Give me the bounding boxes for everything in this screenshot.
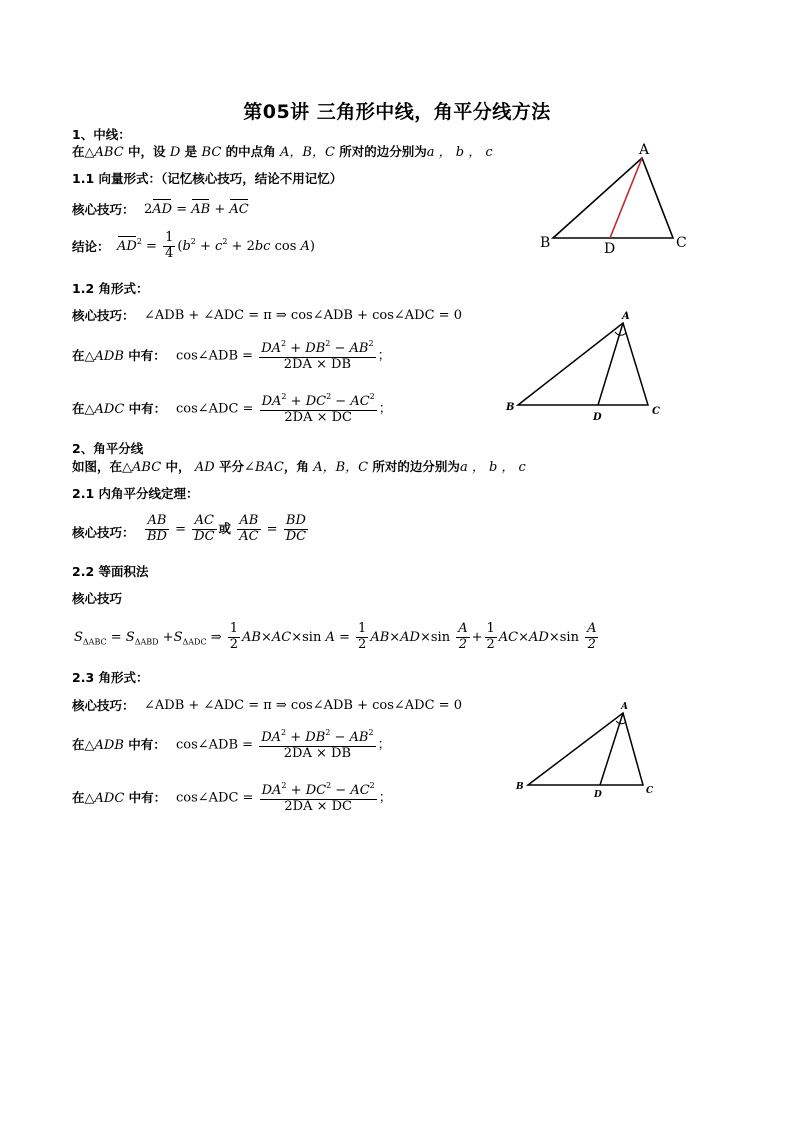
section-2-heading: 2、角平分线: [72, 441, 144, 456]
core-label-2-1: 核心技巧：: [72, 525, 135, 540]
vertex-label-c-2: C: [646, 786, 654, 796]
subsection-2-2-title: 2.2 等面积法: [72, 564, 149, 579]
conclusion-formula: $AD^2$ = $\frac{1}{4}$ ($b^2 + c^2 + 2bc$ cos A): [117, 230, 315, 261]
cosine-adb-formula-1: cos∠ADB = $\frac{DA^2 + DB^2 - AB^2}{2DA \times DB}$ ；: [176, 339, 391, 372]
angle-sum-equation-1: ∠ADB + ∠ADC = π ⇒ cos∠ADB + cos∠ADC = 0: [144, 308, 462, 323]
core-label-2-3: 核心技巧：: [72, 698, 135, 713]
vertex-label-a-2: A: [621, 702, 628, 712]
section-2-intro: 如图，在△ABC 中， AD 平分∠BAC，角 A，B，C 所对的边分别为a ， b ， c: [72, 459, 526, 475]
subsection-2-1-title: 2.1 内角平分线定理：: [72, 486, 199, 501]
vertex-label-c: C: [676, 235, 687, 251]
vertex-label-b: B: [540, 235, 551, 251]
point-label-d-1: D: [593, 412, 602, 423]
vertex-label-a: A: [639, 142, 650, 158]
midpoint-label-d: D: [604, 241, 616, 257]
section-1-intro: 在△ABC 中，设 D 是 BC 的中点角 A，B，C 所对的边分别为a ， b ， c: [72, 144, 493, 160]
triangle-outline-1: [518, 323, 648, 405]
subsection-1-1-title: 1.1 向量形式：（记忆核心技巧，结论不用记忆）: [72, 171, 343, 186]
median-triangle-outline: [553, 158, 673, 238]
point-label-d-2: D: [594, 790, 602, 800]
vertex-label-c-1: C: [652, 406, 660, 417]
vertex-label-a-1: A: [622, 311, 630, 322]
cosine-adc-formula-2: cos∠ADC = $\frac{DA^2 + DC^2 - AC^2}{2DA \times DC}$ ；: [176, 781, 392, 814]
subsection-1-2-title: 1.2 角形式：: [72, 281, 149, 296]
in-triangle-adc-label-2: 在△ADC 中有：: [72, 790, 167, 806]
angle-triangle-diagram-1: [500, 305, 675, 430]
page-title: 第05讲 三角形中线，角平分线方法: [243, 101, 551, 123]
angle-sum-equation-2: ∠ADB + ∠ADC = π ⇒ cos∠ADB + cos∠ADC = 0: [144, 698, 462, 713]
in-triangle-adb-label-2: 在△ADB 中有：: [72, 737, 166, 753]
conclusion-label: 结论：: [72, 239, 110, 254]
angle-triangle-diagram-2: [510, 697, 675, 807]
in-triangle-adb-label-1: 在△ADB 中有：: [72, 348, 166, 364]
vertex-label-b-1: B: [506, 402, 515, 413]
section-1-heading: 1、中线：: [72, 127, 131, 142]
median-line: [610, 158, 642, 238]
core-label-2-2: 核心技巧: [72, 591, 123, 606]
in-triangle-adc-label-1: 在△ADC 中有：: [72, 401, 167, 417]
equal-area-formula: $S_{\Delta ABC} = S_{\Delta ABD} +S_{\Delta ADC}$ ⇒ $\frac{1}{2}$ AB×AC×sin A = $\frac{1}{2}$ AB×AD×sin $\frac{A}{2}$ + $\frac{1}{2}$ AC×AD×sin $\frac{A}{2}$: [74, 621, 597, 652]
angle-bisector-theorem-formula: $\frac{AB}{BD}$ = $\frac{AC}{DC}$ 或 $\frac{AB}{AC}$ = $\frac{BD}{DC}$: [147, 513, 307, 544]
core-label-1-2: 核心技巧：: [72, 308, 135, 323]
triangle-outline-2: [528, 713, 643, 785]
vertex-label-b-2: B: [516, 782, 524, 792]
cosine-adc-formula-1: cos∠ADC = $\frac{DA^2 + DC^2 - AC^2}{2DA \times DC}$ ；: [176, 392, 392, 425]
vector-equation: 2AD = AB + AC: [144, 202, 249, 217]
core-label-1-1: 核心技巧：: [72, 202, 135, 217]
cosine-adb-formula-2: cos∠ADB = $\frac{DA^2 + DB^2 - AB^2}{2DA \times DB}$ ；: [176, 728, 391, 761]
subsection-2-3-title: 2.3 角形式：: [72, 670, 149, 685]
median-triangle-diagram: [530, 138, 700, 256]
